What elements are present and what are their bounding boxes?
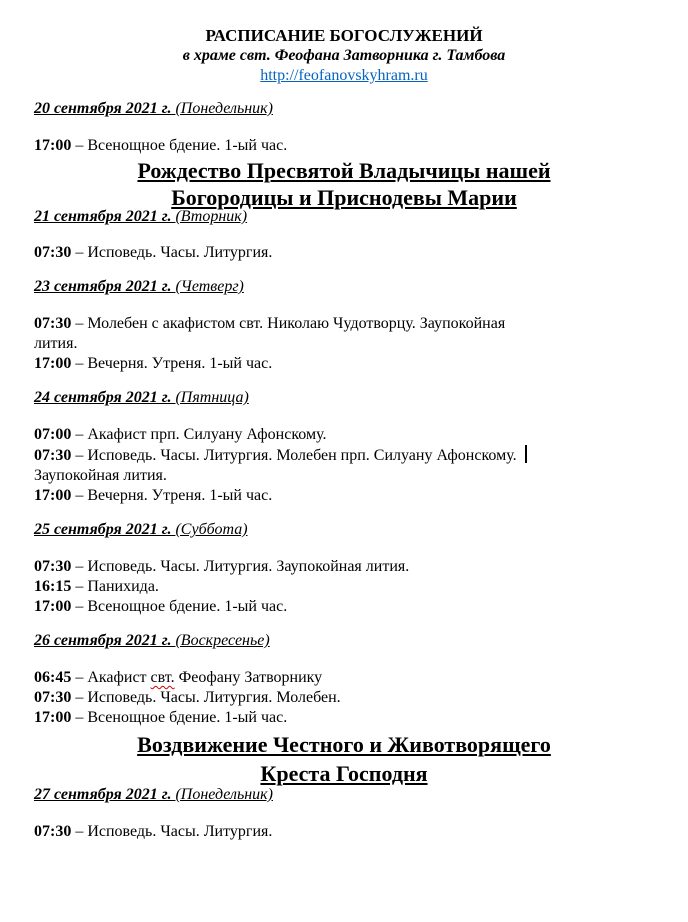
entry-text: Вечерня. Утреня. 1-ый час. — [87, 487, 273, 504]
entry-text: Исповедь. Часы. Литургия. — [87, 244, 273, 261]
entry-time: 07:30 — [34, 315, 72, 332]
weekday-text: (Воскресенье) — [175, 632, 270, 649]
entry-text: Исповедь. Часы. Литургия. — [87, 823, 273, 840]
date-text: 27 сентября 2021 г. — [34, 786, 172, 803]
entry-text: Молебен с акафистом свт. Николаю Чудотворцу. Заупокойная — [87, 315, 506, 332]
entry-text: Исповедь. Часы. Литургия. Молебен. — [87, 689, 341, 706]
entry-time: 07:30 — [34, 558, 72, 575]
date-text: 20 сентября 2021 г. — [34, 100, 172, 117]
day-date-27 — [34, 785, 654, 805]
date-text: 23 сентября 2021 г. — [34, 278, 172, 295]
schedule-entry: 07:30 – Молебен с акафистом свт. Николаю Чудотворцу. Заупокойная лития. — [34, 315, 506, 352]
entry-text: Акафист — [87, 669, 151, 686]
date-text: 21 сентября 2021 г. — [34, 208, 172, 225]
schedule-entry: 07:30 – Исповедь. Часы. Литургия. Молебен. — [34, 689, 341, 706]
feast-title-line1: Рождество Пресвятой Владычицы нашей — [137, 158, 551, 183]
entry-time: 07:30 — [34, 689, 72, 706]
entry-time: 17:00 — [34, 598, 72, 615]
entry-text-cont: лития. — [34, 335, 78, 352]
weekday-text: (Четверг) — [175, 278, 244, 295]
day-date-20 — [34, 99, 654, 119]
entry-time: 07:30 — [34, 823, 72, 840]
schedule-entry: 07:00 – Акафист прп. Силуану Афонскому. — [34, 426, 327, 443]
entry-text: Всенощное бдение. 1-ый час. — [87, 598, 288, 615]
entry-text-rest: Феофану Затворнику — [174, 669, 323, 686]
entry-text: Панихида. — [87, 578, 159, 595]
day-date-25 — [34, 520, 654, 540]
weekday-text: (Суббота) — [175, 521, 248, 538]
feast-title-line2: Креста Господня — [260, 761, 428, 786]
text-cursor — [525, 445, 527, 463]
entry-time: 17:00 — [34, 355, 72, 372]
entry-text: Вечерня. Утреня. 1-ый час. — [87, 355, 273, 372]
schedule-entry: 07:30 – Исповедь. Часы. Литургия. Заупокойная лития. — [34, 558, 410, 575]
feast-title-line2: Богородицы и Приснодевы Марии — [171, 185, 517, 210]
schedule-entry: 16:15 – Панихида. — [34, 578, 159, 595]
entry-text: Исповедь. Часы. Литургия. Заупокойная лития. — [87, 558, 410, 575]
date-text: 26 сентября 2021 г. — [34, 632, 172, 649]
schedule-entry: 17:00 – Вечерня. Утреня. 1-ый час. — [34, 355, 273, 372]
weekday-text: (Понедельник) — [175, 100, 273, 117]
entry-text: Акафист прп. Силуану Афонскому. — [87, 426, 327, 443]
weekday-text: (Понедельник) — [175, 786, 273, 803]
day-date-24 — [34, 388, 654, 408]
weekday-text: (Вторник) — [175, 208, 248, 225]
weekday-text: (Пятница) — [175, 389, 249, 406]
page-subtitle: в храме свт. Феофана Затворника г. Тамбова — [182, 47, 506, 64]
schedule-entry: 17:00 – Всенощное бдение. 1-ый час. — [34, 598, 288, 615]
entry-time: 16:15 — [34, 578, 72, 595]
feast-title-line1: Воздвижение Честного и Животворящего — [137, 732, 551, 757]
entry-time: 07:30 — [34, 447, 72, 464]
schedule-entry: 06:45 – Акафист свт. Феофану Затворнику — [34, 669, 323, 686]
schedule-entry: 17:00 – Вечерня. Утреня. 1-ый час. — [34, 487, 273, 504]
entry-time: 17:00 — [34, 709, 72, 726]
entry-time: 07:00 — [34, 426, 72, 443]
entry-time: 17:00 — [34, 487, 72, 504]
entry-text: Всенощное бдение. 1-ый час. — [87, 137, 288, 154]
date-text: 25 сентября 2021 г. — [34, 521, 172, 538]
schedule-entry: 07:30 – Исповедь. Часы. Литургия. Молебен прп. Силуану Афонскому. Заупокойная лития. — [34, 445, 654, 486]
schedule-entry: 07:30 – Исповедь. Часы. Литургия. — [34, 823, 273, 840]
schedule-entry: 17:00 – Всенощное бдение. 1-ый час. — [34, 137, 288, 154]
day-date-23 — [34, 277, 654, 297]
entry-time: 07:30 — [34, 244, 72, 261]
entry-text: Всенощное бдение. 1-ый час. — [87, 709, 288, 726]
page-title: РАСПИСАНИЕ БОГОСЛУЖЕНИЙ — [205, 26, 483, 45]
document-page — [34, 26, 654, 842]
date-text: 24 сентября 2021 г. — [34, 389, 172, 406]
entry-time: 17:00 — [34, 137, 72, 154]
spellcheck-word: свт. — [150, 669, 175, 686]
website-link[interactable]: http://feofanovskyhram.ru — [260, 67, 428, 84]
entry-text-cont: Заупокойная лития. — [34, 467, 167, 484]
entry-time: 06:45 — [34, 669, 72, 686]
entry-text: Исповедь. Часы. Литургия. Молебен прп. Силуану Афонскому. — [87, 447, 517, 464]
schedule-entry: 17:00 – Всенощное бдение. 1-ый час. — [34, 709, 288, 726]
schedule-entry: 07:30 – Исповедь. Часы. Литургия. — [34, 244, 273, 261]
day-date-26 — [34, 631, 654, 651]
